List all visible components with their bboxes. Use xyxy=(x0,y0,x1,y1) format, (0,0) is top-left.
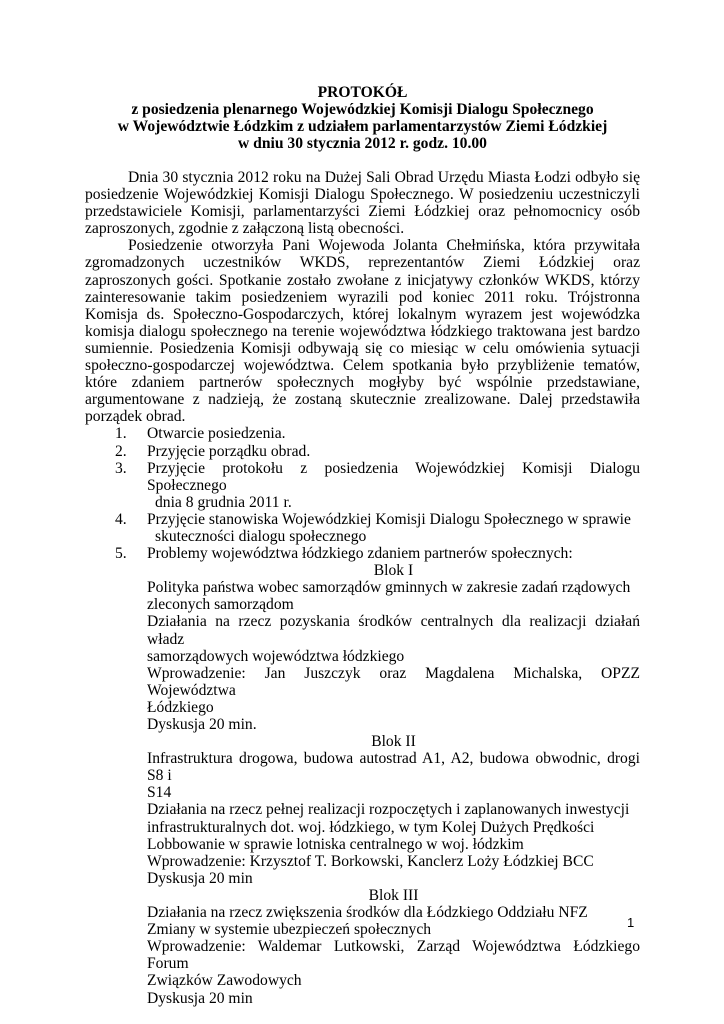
paragraph-opening: Posiedzenie otworzyła Pani Wojewoda Jolanta Chełmińska, która przywitała zgromadzonych uczestników WKDS, reprezentantów Ziemi Łódzkiej oraz zaproszonych gości. Spotkanie zostało zwołane z inicjatywy członków WKDS, którzy zainteresowanie takim posiedzeniem wyrazili pod koniec 2011 roku. Trójstronna Komisja ds. Społeczno-Gospodarczych, której lokalnym wyrazem jest wojewódzka komisja dialogu społecznego na terenie województwa łódzkiego traktowana jest bardzo sumiennie. Posiedzenia Komisji odbywają się co miesiąc w celu omówienia sytuacji społeczno-gospodarczej województwa. Celem spotkania było przybliżenie tematów, które zdaniem partnerów społecznych mogłyby być wspólnie przedstawiane, argumentowane z nadzieją, że zostaną skutecznie zrealizowane. Dalej przedstawiła porządek obrad. xyxy=(85,237,640,426)
agenda-number: 3. xyxy=(115,459,127,477)
block-item xyxy=(147,579,640,613)
agenda-item xyxy=(85,460,640,511)
block-item: Wprowadzenie: Krzysztof T. Borkowski, Kanclerz Loży Łódzkiej BCC xyxy=(147,852,594,870)
block-item: Zmiany w systemie ubezpieczeń społecznych xyxy=(147,921,432,939)
block-item-text: Działania na rzecz pozyskania środków centralnych dla realizacji działań władz xyxy=(147,613,640,648)
block-item: Dyskusja 20 min xyxy=(147,989,253,1007)
title-line-1: PROTOKÓŁ xyxy=(317,84,408,101)
paragraph-intro: Dnia 30 stycznia 2012 roku na Dużej Sali Obrad Urzędu Miasta Łodzi odbyło się posiedzenie Wojewódzkiej Komisji Dialogu Społecznego. W posiedzeniu uczestniczyli przedstawiciele Komisji, parlamentarzyści Ziemi Łódzkiej oraz pełnomocnicy osób zaproszonych, zgodnie z załączoną listą obecności. xyxy=(85,169,640,238)
agenda-text-continued: dnia 8 grudnia 2011 r. xyxy=(155,493,292,511)
block-item-text: Wprowadzenie: Waldemar Lutkowski, Zarząd Województwa Łódzkiego Forum xyxy=(147,938,640,973)
agenda-text: Przyjęcie porządku obrad. xyxy=(147,442,311,460)
agenda-text: Otwarcie posiedzenia. xyxy=(147,425,286,443)
block-heading: Blok II xyxy=(371,733,416,751)
block-item xyxy=(147,801,640,835)
document-body xyxy=(85,84,640,1007)
block-item-text-continued: Łódzkiego xyxy=(147,698,214,716)
agenda-text-continued: skuteczności dialogu społecznego xyxy=(155,527,367,545)
agenda-item xyxy=(85,425,640,442)
agenda-text: Problemy województwa łódzkiego zdaniem partnerów społecznych: xyxy=(147,545,573,563)
agenda-blocks xyxy=(147,562,640,1006)
block-item-text-continued: Związków Zawodowych xyxy=(147,972,302,990)
agenda-number: 4. xyxy=(115,510,127,528)
agenda-item xyxy=(85,443,640,460)
document-title xyxy=(85,84,640,152)
block-item-text-continued: S14 xyxy=(147,784,172,802)
agenda-item xyxy=(85,545,640,562)
block-item: Dyskusja 20 min xyxy=(147,869,253,887)
block-item: Dyskusja 20 min. xyxy=(147,716,257,733)
block-item xyxy=(147,938,640,989)
agenda-text: Przyjęcie stanowiska Wojewódzkiej Komisji Dialogu Społecznego w sprawie xyxy=(147,510,631,528)
block-item xyxy=(147,665,640,716)
block-heading: Blok III xyxy=(368,886,419,904)
agenda-list xyxy=(85,425,640,562)
block-item xyxy=(147,613,640,664)
block-item: Lobbowanie w sprawie lotniska centralnego w woj. łódzkim xyxy=(147,835,524,853)
agenda-text: Przyjęcie protokołu z posiedzenia Wojewódzkiej Komisji Dialogu Społecznego xyxy=(147,459,640,494)
block-item-text-continued: infrastrukturalnych dot. woj. łódzkiego, w tym Kolej Dużych Prędkości xyxy=(147,818,595,836)
title-line-4: w dniu 30 stycznia 2012 r. godz. 10.00 xyxy=(238,135,487,152)
agenda-number: 2. xyxy=(115,442,127,460)
block-item-text: Polityka państwa wobec samorządów gminnych w zakresie zadań rządowych xyxy=(147,579,631,597)
agenda-number: 5. xyxy=(115,545,127,563)
block-item xyxy=(147,750,640,801)
title-line-3: w Województwie Łódzkim z udziałem parlamentarzystów Ziemi Łódzkiej xyxy=(117,118,608,135)
block-heading: Blok I xyxy=(373,562,414,580)
agenda-number: 1. xyxy=(115,425,127,443)
block-item-text: Działania na rzecz pełnej realizacji rozpoczętych i zaplanowanych inwestycji xyxy=(147,801,630,819)
block-item-text-continued: samorządowych województwa łódzkiego xyxy=(147,647,405,665)
title-line-2: z posiedzenia plenarnego Wojewódzkiej Komisji Dialogu Społecznego xyxy=(131,101,594,118)
block-item-text-continued: zleconych samorządom xyxy=(147,596,294,614)
block-item: Działania na rzecz zwiększenia środków dla Łódzkiego Oddziału NFZ xyxy=(147,904,588,922)
agenda-item xyxy=(85,511,640,545)
block-item-text: Wprowadzenie: Jan Juszczyk oraz Magdalena Michalska, OPZZ Województwa xyxy=(147,664,640,699)
page-number: 1 xyxy=(627,915,635,930)
block-item-text: Infrastruktura drogowa, budowa autostrad A1, A2, budowa obwodnic, drogi S8 i xyxy=(147,750,640,785)
